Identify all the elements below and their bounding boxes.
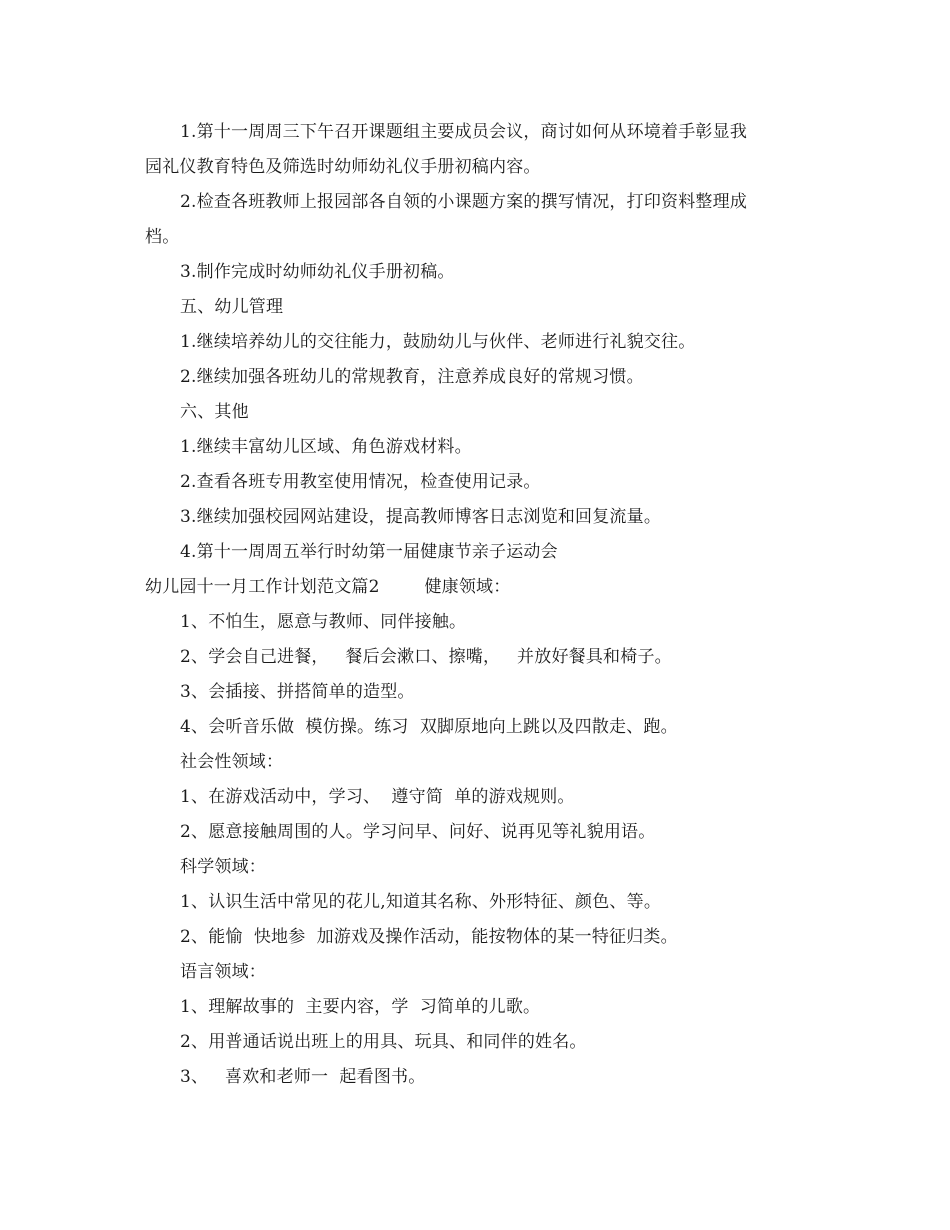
text-line: 1.继续丰富幼儿区域、角色游戏材料。 [180,437,472,457]
text-line: 4、会听音乐做 模仿操。练习 双脚原地向上跳以及四散走、跑。 [180,717,678,737]
text-line: 2、愿意接触周围的人。学习问早、问好、说再见等礼貌用语。 [180,822,656,842]
text-line: 2.继续加强各班幼儿的常规教育，注意养成良好的常规习惯。 [180,367,644,387]
text-line: 4.第十一周周五举行时幼第一届健康节亲子运动会 [180,542,558,562]
text-line: 2、学会自己进餐， 餐后会漱口、擦嘴， 并放好餐具和椅子。 [180,647,672,667]
section-heading: 六、其他 [180,402,249,422]
text-line: 2.查看各班专用教室使用情况，检查使用记录。 [180,472,541,492]
article-title-line: 幼儿园十一月工作计划范文篇2 健康领域： [145,577,511,597]
section-heading: 科学领域： [180,857,266,877]
text-line: 档。 [145,227,180,247]
text-line: 3、会插接、拼搭简单的造型。 [180,682,415,702]
text-line: 2、用普通话说出班上的用具、玩具、和同伴的姓名。 [180,1032,587,1052]
text-line: 1、不怕生，愿意与教师、同伴接触。 [180,612,467,632]
text-line: 3.制作完成时幼师幼礼仪手册初稿。 [180,262,455,282]
section-heading: 五、幼儿管理 [180,297,284,317]
text-line: 3、 喜欢和老师一 起看图书。 [180,1067,426,1087]
text-line: 2.检查各班教师上报园部各自领的小课题方案的撰写情况，打印资料整理成 [180,192,748,212]
text-line: 1.继续培养幼儿的交往能力，鼓励幼儿与伙伴、老师进行礼貌交往。 [180,332,696,352]
text-line: 1.第十一周周三下午召开课题组主要成员会议，商讨如何从环境着手彰显我 [180,122,748,142]
text-line: 1、理解故事的 主要内容，学 习简单的儿歌。 [180,997,541,1017]
text-line: 1、在游戏活动中，学习、 遵守简 单的游戏规则。 [180,787,575,807]
text-line: 1、认识生活中常见的花儿,知道其名称、外形特征、颜色、等。 [180,892,662,912]
text-line: 2、能愉 快地参 加游戏及操作活动，能按物体的某一特征归类。 [180,927,678,947]
text-line: 3.继续加强校园网站建设，提高教师博客日志浏览和回复流量。 [180,507,662,527]
section-heading: 社会性领域： [180,752,284,772]
text-line: 园礼仪教育特色及筛选时幼师幼礼仪手册初稿内容。 [145,157,541,177]
section-heading: 语言领域： [180,962,266,982]
